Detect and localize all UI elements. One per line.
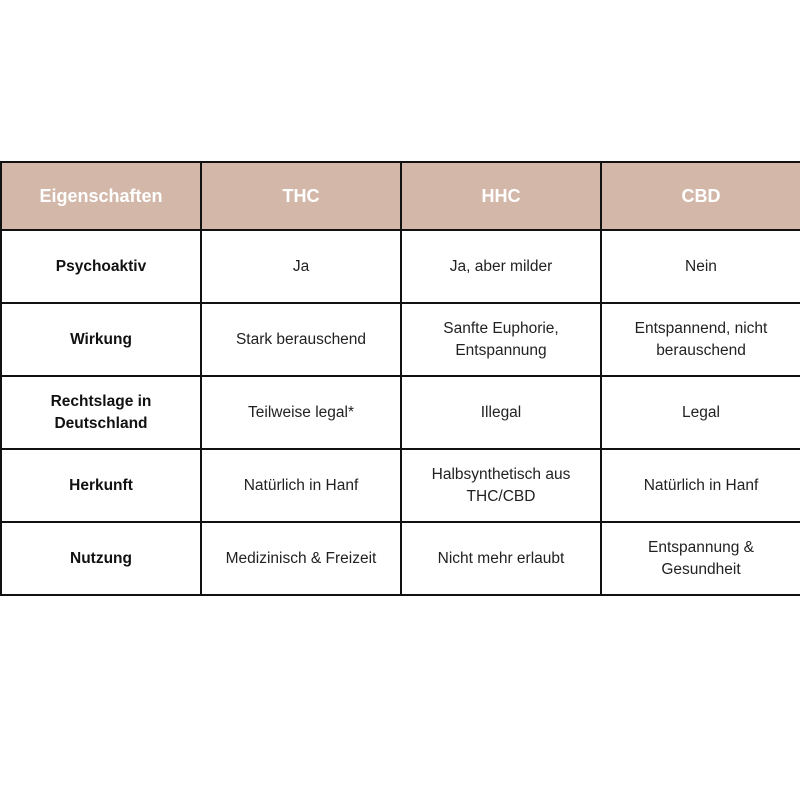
- row-label-nutzung: Nutzung: [1, 522, 201, 595]
- table-cell: Legal: [601, 376, 800, 449]
- header-cell-hhc: HHC: [401, 162, 601, 230]
- table-cell: Halbsynthetisch aus THC/CBD: [401, 449, 601, 522]
- table-row: [1, 522, 800, 595]
- table-row: [1, 376, 800, 449]
- table-row: [1, 303, 800, 376]
- table-cell: Natürlich in Hanf: [201, 449, 401, 522]
- table-cell: Entspannung & Gesundheit: [601, 522, 800, 595]
- row-label-wirkung: Wirkung: [1, 303, 201, 376]
- table-body: [1, 230, 800, 595]
- row-label-psychoaktiv: Psychoaktiv: [1, 230, 201, 303]
- header-cell-thc: THC: [201, 162, 401, 230]
- table-cell: Stark berauschend: [201, 303, 401, 376]
- table-row: [1, 230, 800, 303]
- row-label-rechtslage: Rechtslage in Deutschland: [1, 376, 201, 449]
- table-cell: Illegal: [401, 376, 601, 449]
- table-cell: Ja: [201, 230, 401, 303]
- comparison-table: [0, 161, 800, 596]
- table-cell: Sanfte Euphorie, Entspannung: [401, 303, 601, 376]
- header-cell-cbd: CBD: [601, 162, 800, 230]
- table-cell: Entspannend, nicht berauschend: [601, 303, 800, 376]
- header-row: [1, 162, 800, 230]
- header-cell-eigenschaften: Eigenschaften: [1, 162, 201, 230]
- table-cell: Natürlich in Hanf: [601, 449, 800, 522]
- table-cell: Medizinisch & Freizeit: [201, 522, 401, 595]
- table-cell: Ja, aber milder: [401, 230, 601, 303]
- table-header: [1, 162, 800, 230]
- table-cell: Nicht mehr erlaubt: [401, 522, 601, 595]
- table-row: [1, 449, 800, 522]
- table-cell: Nein: [601, 230, 800, 303]
- table-cell: Teilweise legal*: [201, 376, 401, 449]
- row-label-herkunft: Herkunft: [1, 449, 201, 522]
